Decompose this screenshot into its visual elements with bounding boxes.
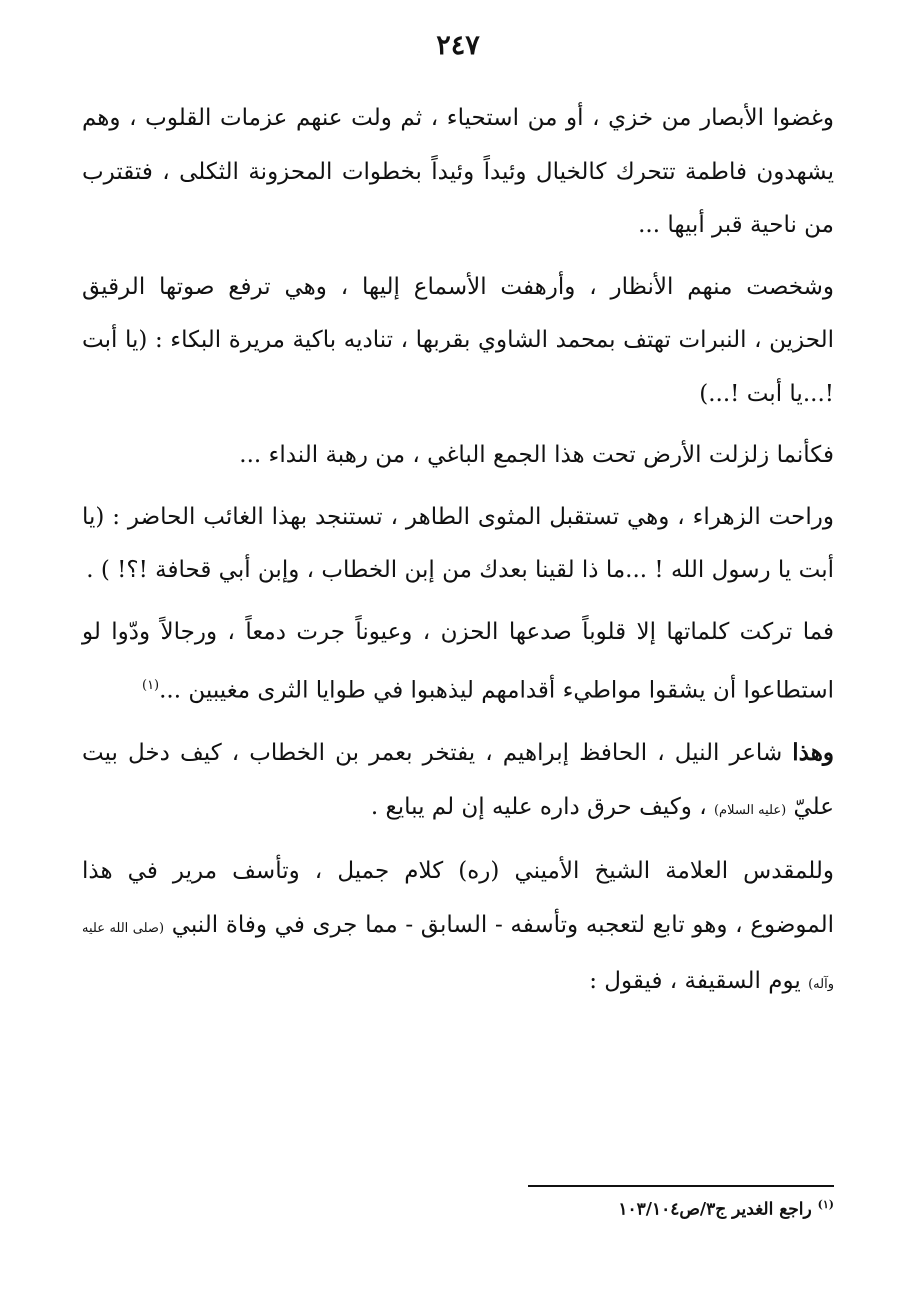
footnote-marker: (١) bbox=[817, 1198, 834, 1211]
footnote-divider bbox=[528, 1185, 834, 1187]
body-text bbox=[82, 92, 834, 1020]
paragraph-6-lead: وهذا bbox=[792, 739, 834, 767]
footnote-text: راجع الغدير ج٣/ص١٠٣/١٠٤ bbox=[618, 1199, 818, 1220]
paragraph-7-text: وللمقدس العلامة الشيخ الأميني (ره) كلام جميل ، وتأسف مرير في هذا الموضوع ، وهو تابع لتعجبه وتأسفه - السابق - مما جرى في وفاة النبي bbox=[82, 858, 834, 938]
paragraph-2-text: وشخصت منهم الأنظار ، وأرهفت الأسماع إليها ، وهي ترفع صوتها الرقيق الحزين ، النبرات تهتف بمحمد الشاوي بقربها ، تناديه باكية مريرة البكاء : (يا أبت !...يا أبت !...) bbox=[82, 273, 834, 407]
page-number: ٢٤٧ bbox=[436, 30, 480, 61]
honorific-ali: (عليه السلام) bbox=[713, 802, 787, 818]
paragraph-6 bbox=[82, 726, 834, 837]
footnote bbox=[420, 1198, 834, 1220]
paragraph-1-text: وغضوا الأبصار من خزي ، أو من استحياء ، ثم ولت عنهم عزمات القلوب ، وهم يشهدون فاطمة تتحرك كالخيال وئيداً وئيداً بخطوات المحزونة الثكلى ، فتقترب من ناحية قبر أبيها ... bbox=[82, 105, 834, 238]
paragraph-5-text: فما تركت كلماتها إلا قلوباً صدعها الحزن ، وعيوناً جرت دمعاً ، ورجالاً ودّوا لو استطاعوا أن يشقوا مواطيء أقدامهم ليذهبوا في طوايا الثرى مغيبين ... bbox=[82, 618, 834, 704]
paragraph-7-tail: يوم السقيفة ، فيقول : bbox=[589, 968, 809, 995]
paragraph-3-text: فكأنما زلزلت الأرض تحت هذا الجمع الباغي ، من رهبة النداء ... bbox=[239, 442, 834, 468]
paragraph-7 bbox=[82, 845, 834, 1012]
paragraph-6-tail: ، وكيف حرق داره عليه إن لم يبايع . bbox=[370, 793, 714, 820]
paragraph-6-text: شاعر النيل ، الحافظ إبراهيم ، يفتخر بعمر بن الخطاب ، كيف دخل بيت عليّ bbox=[82, 740, 834, 820]
paragraph-4 bbox=[82, 491, 834, 598]
paragraph-2 bbox=[82, 261, 834, 422]
paragraph-4-text: وراحت الزهراء ، وهي تستقبل المثوى الطاهر ، تستنجد بهذا الغائب الحاضر : (يا أبت يا رسول الله ! ...ما ذا لقينا بعدك من إبن الخطاب ، وإبن أبي قحافة !؟! ) . bbox=[82, 503, 834, 583]
honorific-prophet: (صلى الله عليه وآله) bbox=[82, 920, 834, 993]
paragraph-3 bbox=[82, 429, 834, 483]
paragraph-5 bbox=[82, 606, 834, 719]
paragraph-1 bbox=[82, 92, 834, 253]
footnote-reference: (١) bbox=[141, 678, 160, 693]
